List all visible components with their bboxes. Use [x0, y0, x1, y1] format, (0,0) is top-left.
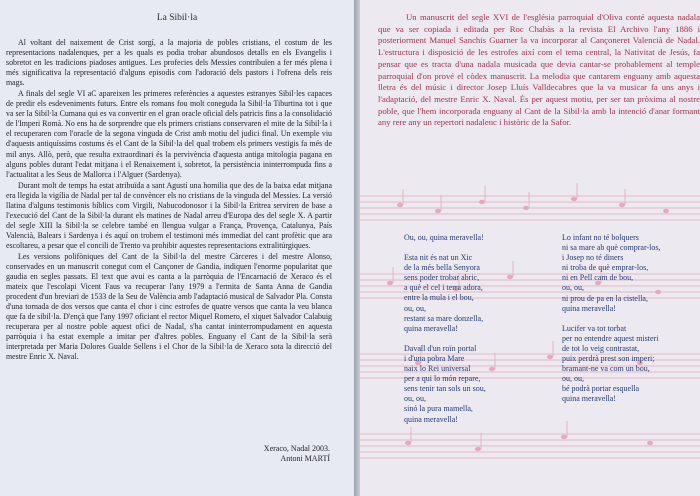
- lyric-line: ni prou de pa en la cistella,: [562, 293, 648, 303]
- lyric-line: Davall d'un roïn portal: [404, 343, 477, 353]
- paragraph: A finals del segle VI aC apareixen les primeres referències a aquestes estranyes Sibil·les capaces de predir els esdeveniments futurs. Entre els romans fou molt coneguda la Sibil·la Tiburtina tot i que va ser la Sibil·la Cumana qui es va convertir en el gran oracle oficial dels patricis fins a la consolidació de l'Imperi Romà. No ens ha de sorprendre que els primers cristians conservaren el mite de la Sibil·la i el recuperaren com l'oracle de la segona vinguda de Crist amb motiu del judici final. Un exemple viu d'aquests antiquíssims costums és el Cant de la Sibil·la del qual trobem els primers vestigis fa més de mil anys. Allò, però, que resulta extraordinari és la pervivència d'aquesta antiga mitologia pagana en alguns pobles durant l'edat mitjana i el Renaixement i, sobretot, la persistència ininterrompuda fins a l'actualitat a les Seus de Mallorca i l'Alguer (Sardenya).: [6, 89, 332, 179]
- lyric-line: per no entendre aquest misteri: [562, 333, 659, 343]
- page-title: La Sibil·la: [156, 13, 198, 23]
- author-name: Antoni MARTÍ: [280, 454, 330, 463]
- lyric-line: ou, ou,: [404, 394, 426, 404]
- refrain: [404, 233, 486, 243]
- signature: [264, 444, 330, 464]
- lyric-line: ou, ou,: [404, 303, 426, 313]
- introduction-text: [378, 12, 700, 129]
- lyric-line: bé podrà portar esquella: [562, 384, 640, 394]
- paragraph: Les versions polifòniques del Cant de la Sibil·la del mestre Càrceres i del mestre Alonso, conservades en un manuscrit conegut com el Cançoner de Gandia, indiquen l'enorme popularitat que gaudia en segles passats. El text que avui es canta a la parròquia de l'Encarnació de Xeraco és el mateix que l'escolapi Vicent Faus va recuperar l'any 1979 a l'ermita de Santa Anna de Gandia procedent d'un breviari de 1533 de la Seu de València amb l'adaptació musical de Salvador Pla. Consta d'una tornada de dos versos que canta el chor i cinc estrofes de quatre versos que canta la veu blanca que fa de sibil·la. D'ençà que l'any 1997 oficiant el rector Miquel Romero, el xiquet Salvador Calabuig recuperara per al nostre poble aquest ofici de Nadal, s'ha cantat ininterrompudament en aquesta parròquia i ha estat exemple a imitar per d'altres pobles. Enguany el Cant de la Sibil·la serà interpretada per Maria Dolores Gualde Sellens i el Chor de la Sibil·la de Xeraco sota la direcció del mestre Enric X. Naval.: [6, 251, 332, 362]
- stanza: [404, 253, 486, 334]
- paragraph: Al voltant del naixement de Crist sorgí, a la majoria de pobles cristians, el costum de les representacions nadalenques, per a les quals es podia trobar abundosos detalls en els Evangelis i sobretot en les tradicions piadoses antigues. Les profecies dels Messies contribuïen a fer més plena i més significativa la representació d'alguns episodis com l'adoració dels pastors i l'ofrena dels reis mags.: [6, 38, 332, 88]
- paragraph: Durant molt de temps ha estat atribuïda a sant Agustí una homilia que des de la baixa edat mitjana era llegida la vigília de Nadal per tal de convèncer els no cristians de la vinguda del Messies. La versió llatina d'alguns testimonis bíblics com Virgili, Nabucodonosor i la Sibil·la Eritrea serviren de base a l'execució del Cant de la Sibil·la durant els matines de Nadal arreu d'Europa des del segle X. A partir del segle XIII la Sibil·la se celebre també en llengua vulgar a França, Provença, Catalunya, País Valencià, Balears i Sardenya i és aquí on trobem el testimoni més immediat del cant profètic que ara escoltareu, a pesar que el concili de Trento va prohibir aquestes representacions extralitúrgiques.: [6, 180, 332, 250]
- stanza: [404, 344, 486, 425]
- lyric-line: entre la mula i el bou,: [404, 293, 474, 303]
- lyrics-column-left: [404, 233, 486, 435]
- right-page: [360, 0, 700, 496]
- essay-text: [6, 38, 332, 364]
- stanza: [562, 233, 660, 314]
- lyric-line: ni troba de què emprar-los,: [562, 263, 649, 273]
- lyric-line: quina meravella!: [562, 303, 616, 313]
- lyric-line: i Josep no té diners: [562, 253, 624, 263]
- lyric-line: a què el cel i terra adora,: [404, 283, 483, 293]
- lyric-line: ou, ou,: [562, 374, 584, 384]
- place-date: Xeraco, Nadal 2003.: [263, 444, 330, 453]
- lyric-line: ni sa mare ab què comprar-los,: [562, 243, 661, 253]
- lyric-line: i d'una pobra Mare: [404, 353, 465, 363]
- lyric-line: Lucifer va tot torbat: [562, 323, 627, 333]
- lyric-line: naix lo Rei universal: [404, 364, 471, 374]
- lyrics-column-right: [562, 233, 660, 415]
- lyric-line: ou, ou,: [562, 283, 584, 293]
- lyric-line: per a qui lo món repare,: [404, 374, 481, 384]
- intro-paragraph: Un manuscrit del segle XVI de l'església parroquial d'Oliva conté aquesta nadala que va ser copiada i editada per Roc Chabàs a la revista El Archivo l'any 1886 i posteriorment Manuel Sanchis Guarner la va incorporar al Cançoneret Valencià de Nadal. L'estructura i disposició de les estrofes així com el tema central, la Nativitat de Jesús, fa pensar que es tracta d'una nadala musicada que devia cantar-se probablement al temple parroquial d'on prové el còdex manuscrit. La melodia que cantarem enguany amb aquesta lletra és del músic i director Josep Lluís Valldecabres que la va musicar fa uns anys i l'adaptació, del mestre Enric X. Naval. És per aquest motiu, per ser tan pròxima al nostre poble, que l'hem incorporada enguany al Cant de la Sibil·la amb la intenció d'anar formant any rere any un repertori nadalenc i històric de la Safor.: [378, 12, 700, 128]
- lyric-line: Lo infant no té bolquers: [562, 233, 639, 242]
- lyric-line: sinó la pura mamella,: [404, 404, 473, 414]
- stanza: [562, 324, 660, 405]
- lyric-line: puix perdrà prest son imperi;: [562, 354, 655, 364]
- lyric-line: quina meravella!: [562, 394, 616, 404]
- lyric-line: bramant-ne va com un bou,: [562, 364, 650, 374]
- lyric-line: ni en Pell cam de bou,: [562, 273, 634, 283]
- lyric-line: quina meravella!: [404, 323, 458, 333]
- lyric-line: sens tenir tan sols un sou,: [404, 384, 486, 394]
- lyric-line: de la més bella Senyora: [404, 263, 480, 273]
- lyric-line: de tot lo veig contrastat,: [562, 343, 640, 353]
- lyric-line: restant sa mare donzella,: [404, 313, 484, 323]
- lyric-line: quina meravella!: [404, 414, 458, 424]
- lyric-line: sens poder trobar abric,: [404, 273, 480, 283]
- lyric-line: Esta nit és nat un Xic: [404, 253, 473, 263]
- lyric-line: Ou, ou, quina meravella!: [404, 233, 484, 242]
